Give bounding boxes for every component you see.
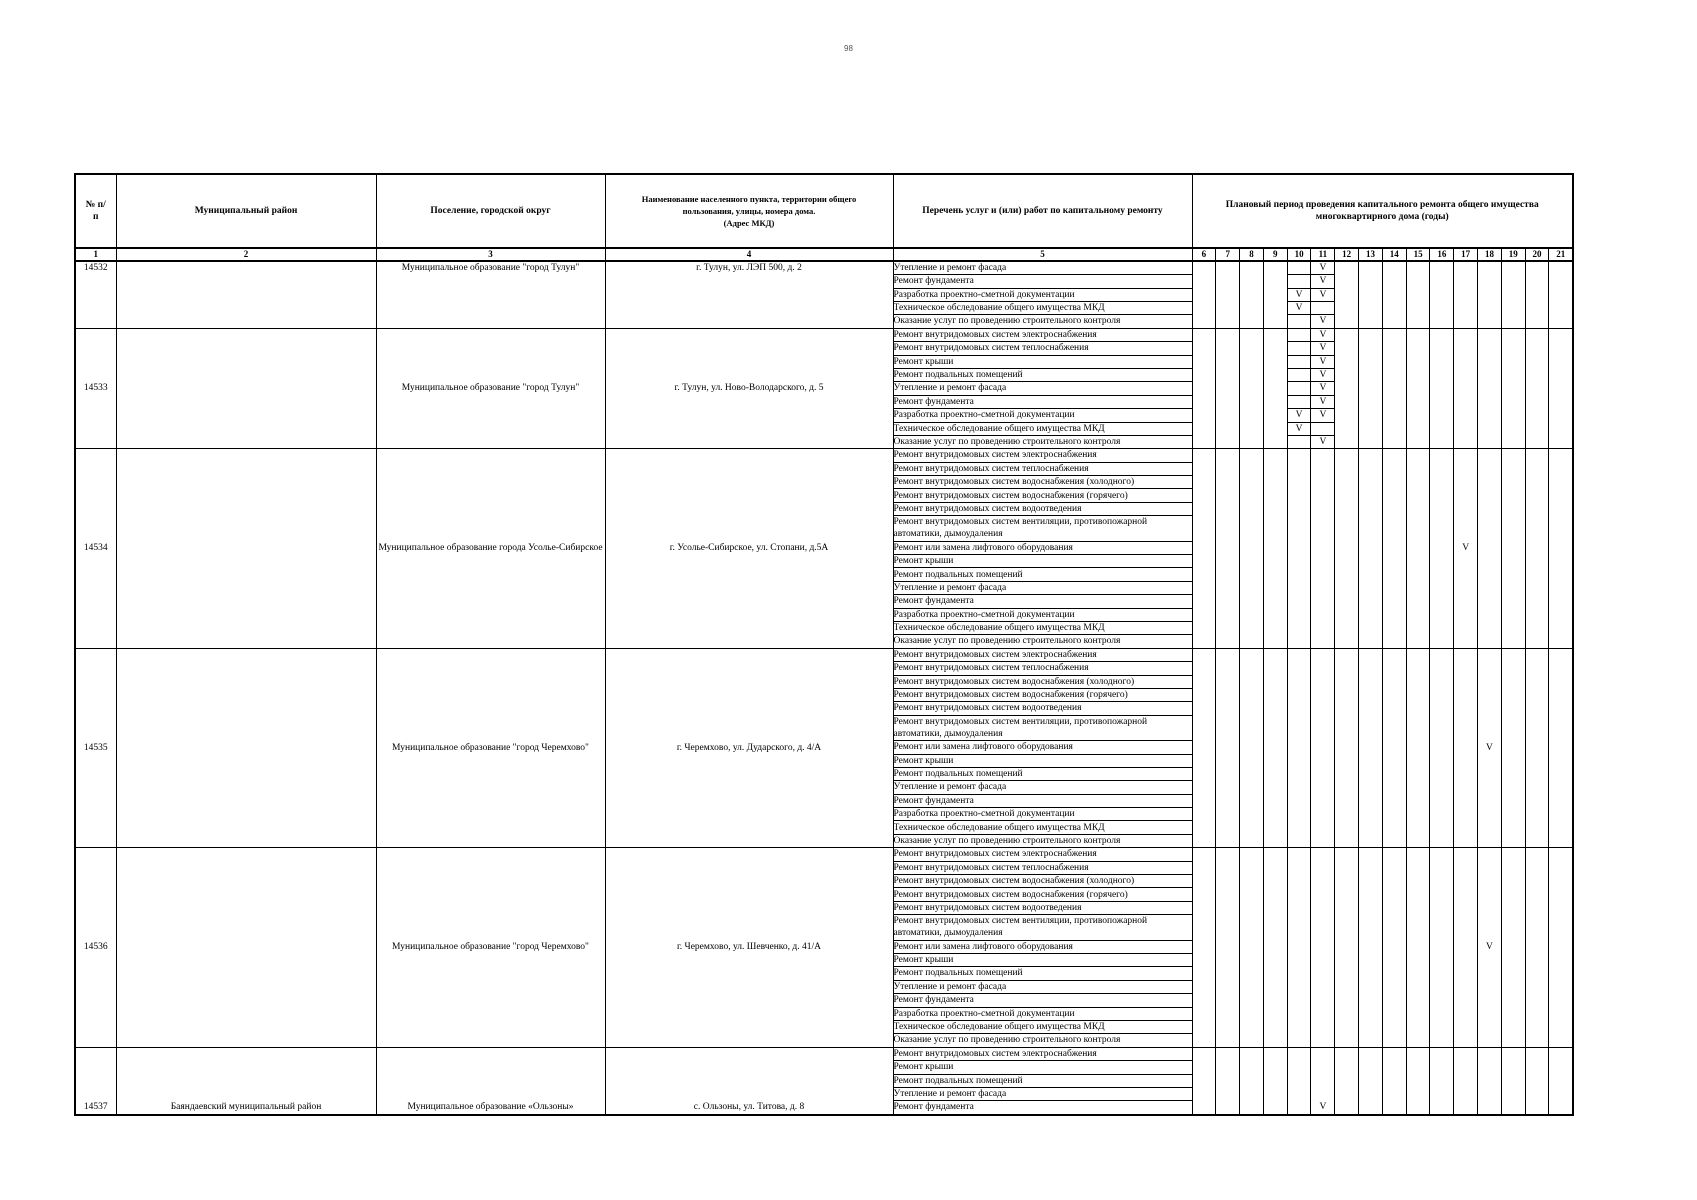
year-cell <box>1216 261 1240 328</box>
page-number: 98 <box>844 44 853 53</box>
record-district: Баяндаевский муниципальный район <box>116 1047 376 1114</box>
work-item: Ремонт фундамента <box>893 1101 1192 1115</box>
year-mark: V <box>1311 435 1335 448</box>
header-years: Плановый период проведения капитального ремонта общего имущества многоквартирного дома (годы) <box>1192 174 1573 248</box>
table-body <box>75 261 1573 1115</box>
year-mark: V <box>1311 261 1335 275</box>
column-number: 10 <box>1287 248 1311 261</box>
year-cell <box>1287 1047 1311 1114</box>
record-address: г. Тулун, ул. Ново-Володарского, д. 5 <box>605 328 893 449</box>
record-settlement: Муниципальное образование "город Черемхово" <box>376 648 605 847</box>
record-number: 14535 <box>75 648 116 847</box>
year-cell <box>1287 355 1311 368</box>
year-cell <box>1335 848 1359 1047</box>
work-item: Ремонт внутридомовых систем водоснабжения (холодного) <box>893 875 1192 888</box>
work-item: Ремонт или замена лифтового оборудования <box>893 940 1192 953</box>
column-number: 3 <box>376 248 605 261</box>
year-cell <box>1287 261 1311 275</box>
header-settlement: Поселение, городской округ <box>376 174 605 248</box>
record-number: 14536 <box>75 848 116 1047</box>
year-cell <box>1287 342 1311 355</box>
year-cell <box>1549 328 1573 449</box>
record-district <box>116 328 376 449</box>
year-cell <box>1549 1047 1573 1114</box>
work-item: Ремонт внутридомовых систем электроснабжения <box>893 449 1192 462</box>
year-cell <box>1382 1047 1406 1114</box>
column-number: 12 <box>1335 248 1359 261</box>
year-cell <box>1240 261 1264 328</box>
year-cell <box>1406 328 1430 449</box>
table-row <box>75 261 1573 275</box>
column-number: 8 <box>1240 248 1264 261</box>
work-item: Ремонт внутридомовых систем водоснабжения (горячего) <box>893 888 1192 901</box>
year-cell <box>1192 648 1216 847</box>
column-number: 1 <box>75 248 116 261</box>
column-number: 20 <box>1525 248 1549 261</box>
work-item: Техническое обследование общего имущества МКД <box>893 621 1192 634</box>
work-item: Техническое обследование общего имущества МКД <box>893 422 1192 435</box>
header-works: Перечень услуг и (или) работ по капитальному ремонту <box>893 174 1192 248</box>
column-number: 21 <box>1549 248 1573 261</box>
year-cell <box>1501 1047 1525 1114</box>
year-cell <box>1430 1047 1454 1114</box>
year-cell <box>1216 648 1240 847</box>
year-cell <box>1525 648 1549 847</box>
year-cell <box>1263 848 1287 1047</box>
work-item: Ремонт внутридомовых систем водоснабжения (холодного) <box>893 675 1192 688</box>
year-cell <box>1549 449 1573 648</box>
year-cell <box>1192 449 1216 648</box>
work-item: Ремонт внутридомовых систем водоотведения <box>893 901 1192 914</box>
year-cell <box>1359 261 1383 328</box>
column-number: 17 <box>1454 248 1478 261</box>
year-cell <box>1454 1047 1478 1114</box>
column-number: 15 <box>1406 248 1430 261</box>
header-row <box>75 174 1573 248</box>
work-item: Ремонт внутридомовых систем электроснабжения <box>893 328 1192 341</box>
work-item: Ремонт подвальных помещений <box>893 1074 1192 1087</box>
year-cell <box>1263 449 1287 648</box>
column-number: 18 <box>1478 248 1502 261</box>
work-item: Ремонт внутридомовых систем теплоснабжения <box>893 462 1192 475</box>
work-item: Ремонт подвальных помещений <box>893 368 1192 381</box>
year-cell <box>1406 449 1430 648</box>
year-cell <box>1192 848 1216 1047</box>
year-cell <box>1430 648 1454 847</box>
record-settlement: Муниципальное образование "город Тулун" <box>376 328 605 449</box>
work-item: Оказание услуг по проведению строительного контроля <box>893 1034 1192 1047</box>
year-cell <box>1287 449 1311 648</box>
work-item: Ремонт подвальных помещений <box>893 568 1192 581</box>
work-item: Ремонт крыши <box>893 1061 1192 1074</box>
year-cell <box>1382 261 1406 328</box>
record-number: 14537 <box>75 1047 116 1114</box>
year-cell <box>1287 315 1311 328</box>
year-cell <box>1549 261 1573 328</box>
table-row <box>75 648 1573 661</box>
column-number: 9 <box>1263 248 1287 261</box>
year-cell <box>1501 848 1525 1047</box>
year-mark: V <box>1311 342 1335 355</box>
year-cell <box>1454 328 1478 449</box>
record-district <box>116 449 376 648</box>
work-item: Ремонт подвальных помещений <box>893 767 1192 780</box>
year-mark: V <box>1311 395 1335 408</box>
work-item: Ремонт внутридомовых систем вентиляции, противопожарной автоматики, дымоудаления <box>893 915 1192 940</box>
work-item: Техническое обследование общего имущества МКД <box>893 1020 1192 1033</box>
work-item: Разработка проектно-сметной документации <box>893 608 1192 621</box>
year-cell <box>1192 328 1216 449</box>
work-item: Ремонт внутридомовых систем вентиляции, противопожарной автоматики, дымоудаления <box>893 715 1192 740</box>
column-number: 7 <box>1216 248 1240 261</box>
record-district <box>116 261 376 328</box>
year-cell <box>1240 449 1264 648</box>
year-mark: V <box>1454 449 1478 648</box>
header-number: № п/п <box>75 174 116 248</box>
work-item: Ремонт внутридомовых систем теплоснабжения <box>893 662 1192 675</box>
work-item: Техническое обследование общего имущества МКД <box>893 301 1192 314</box>
year-mark: V <box>1287 422 1311 435</box>
year-mark: V <box>1478 648 1502 847</box>
year-cell <box>1287 848 1311 1047</box>
column-number: 4 <box>605 248 893 261</box>
year-mark: V <box>1287 409 1311 422</box>
work-item: Ремонт внутридомовых систем водоснабжения (горячего) <box>893 688 1192 701</box>
year-cell <box>1382 449 1406 648</box>
year-cell <box>1478 261 1502 328</box>
column-number: 6 <box>1192 248 1216 261</box>
year-cell <box>1240 848 1264 1047</box>
year-cell <box>1287 395 1311 408</box>
record-settlement: Муниципальное образование "город Тулун" <box>376 261 605 328</box>
year-cell <box>1311 422 1335 435</box>
year-mark: V <box>1311 288 1335 301</box>
work-item: Утепление и ремонт фасада <box>893 1087 1192 1100</box>
year-mark: V <box>1311 315 1335 328</box>
work-item: Утепление и ремонт фасада <box>893 581 1192 594</box>
year-cell <box>1478 1047 1502 1114</box>
capital-repair-table <box>74 173 1574 1116</box>
year-cell <box>1454 648 1478 847</box>
table-row <box>75 1047 1573 1060</box>
work-item: Ремонт или замена лифтового оборудования <box>893 541 1192 554</box>
work-item: Ремонт подвальных помещений <box>893 967 1192 980</box>
work-item: Оказание услуг по проведению строительного контроля <box>893 315 1192 328</box>
record-settlement: Муниципальное образование «Ользоны» <box>376 1047 605 1114</box>
work-item: Ремонт внутридомовых систем водоотведения <box>893 702 1192 715</box>
year-cell <box>1382 648 1406 847</box>
record-address: г. Черемхово, ул. Дударского, д. 4/А <box>605 648 893 847</box>
year-cell <box>1335 1047 1359 1114</box>
year-cell <box>1192 261 1216 328</box>
work-item: Утепление и ремонт фасада <box>893 382 1192 395</box>
year-mark: V <box>1311 368 1335 381</box>
work-item: Разработка проектно-сметной документации <box>893 1007 1192 1020</box>
year-cell <box>1501 328 1525 449</box>
year-mark: V <box>1311 275 1335 288</box>
year-cell <box>1335 449 1359 648</box>
work-item: Ремонт крыши <box>893 555 1192 568</box>
year-cell <box>1335 648 1359 847</box>
year-cell <box>1430 449 1454 648</box>
year-cell <box>1263 328 1287 449</box>
record-district <box>116 648 376 847</box>
year-cell <box>1525 449 1549 648</box>
year-cell <box>1192 1047 1216 1114</box>
year-cell <box>1263 648 1287 847</box>
year-cell <box>1216 449 1240 648</box>
year-cell <box>1430 848 1454 1047</box>
record-number: 14532 <box>75 261 116 328</box>
year-cell <box>1406 1047 1430 1114</box>
work-item: Техническое обследование общего имущества МКД <box>893 821 1192 834</box>
year-cell <box>1240 648 1264 847</box>
year-cell <box>1287 275 1311 288</box>
work-item: Ремонт фундамента <box>893 275 1192 288</box>
year-cell <box>1359 1047 1383 1114</box>
column-number: 5 <box>893 248 1192 261</box>
year-cell <box>1525 848 1549 1047</box>
year-cell <box>1478 328 1502 449</box>
header-address: Наименование населенного пункта, территории общего пользования, улицы, номера дома. (Адрес МКД) <box>605 174 893 248</box>
year-cell <box>1382 848 1406 1047</box>
year-cell <box>1240 328 1264 449</box>
table-row <box>75 449 1573 462</box>
work-item: Ремонт крыши <box>893 954 1192 967</box>
year-cell <box>1287 382 1311 395</box>
work-item: Разработка проектно-сметной документации <box>893 409 1192 422</box>
work-item: Ремонт внутридомовых систем теплоснабжения <box>893 342 1192 355</box>
year-cell <box>1311 648 1335 847</box>
year-mark: V <box>1287 288 1311 301</box>
year-cell <box>1359 328 1383 449</box>
record-settlement: Муниципальное образование "город Черемхово" <box>376 848 605 1047</box>
year-cell <box>1335 328 1359 449</box>
record-address: с. Ользоны, ул. Титова, д. 8 <box>605 1047 893 1114</box>
column-number: 13 <box>1359 248 1383 261</box>
work-item: Ремонт внутридомовых систем теплоснабжения <box>893 861 1192 874</box>
column-number: 2 <box>116 248 376 261</box>
work-item: Ремонт фундамента <box>893 595 1192 608</box>
year-mark: V <box>1287 301 1311 314</box>
year-cell <box>1335 261 1359 328</box>
year-cell <box>1216 328 1240 449</box>
year-cell <box>1287 648 1311 847</box>
year-cell <box>1216 848 1240 1047</box>
year-cell <box>1501 449 1525 648</box>
year-mark: V <box>1478 848 1502 1047</box>
column-number: 19 <box>1501 248 1525 261</box>
work-item: Ремонт внутридомовых систем водоснабжения (горячего) <box>893 489 1192 502</box>
year-cell <box>1501 648 1525 847</box>
work-item: Ремонт фундамента <box>893 994 1192 1007</box>
year-cell <box>1501 261 1525 328</box>
year-cell <box>1359 449 1383 648</box>
work-item: Утепление и ремонт фасада <box>893 980 1192 993</box>
year-mark: V <box>1311 328 1335 341</box>
work-item: Ремонт фундамента <box>893 395 1192 408</box>
year-cell <box>1454 261 1478 328</box>
year-cell <box>1287 328 1311 341</box>
year-cell <box>1525 1047 1549 1114</box>
work-item: Ремонт внутридомовых систем электроснабжения <box>893 1047 1192 1060</box>
work-item: Утепление и ремонт фасада <box>893 261 1192 275</box>
work-item: Утепление и ремонт фасада <box>893 781 1192 794</box>
year-cell <box>1382 328 1406 449</box>
header-district: Муниципальный район <box>116 174 376 248</box>
year-cell <box>1430 328 1454 449</box>
year-cell <box>1525 328 1549 449</box>
year-mark: V <box>1311 1047 1335 1114</box>
column-number: 16 <box>1430 248 1454 261</box>
column-number: 11 <box>1311 248 1335 261</box>
work-item: Разработка проектно-сметной документации <box>893 808 1192 821</box>
year-cell <box>1406 261 1430 328</box>
work-item: Ремонт внутридомовых систем водоснабжения (холодного) <box>893 476 1192 489</box>
work-item: Ремонт внутридомовых систем водоотведения <box>893 502 1192 515</box>
year-mark: V <box>1311 409 1335 422</box>
year-cell <box>1287 435 1311 448</box>
year-cell <box>1525 261 1549 328</box>
year-cell <box>1287 368 1311 381</box>
table-row <box>75 848 1573 861</box>
year-cell <box>1549 648 1573 847</box>
year-cell <box>1359 648 1383 847</box>
column-number-row <box>75 248 1573 261</box>
record-settlement: Муниципальное образование города Усолье-Сибирское <box>376 449 605 648</box>
record-address: г. Тулун, ул. ЛЭП 500, д. 2 <box>605 261 893 328</box>
work-item: Ремонт крыши <box>893 754 1192 767</box>
year-cell <box>1263 261 1287 328</box>
work-item: Оказание услуг по проведению строительного контроля <box>893 635 1192 648</box>
year-cell <box>1406 848 1430 1047</box>
record-number: 14533 <box>75 328 116 449</box>
work-item: Ремонт фундамента <box>893 794 1192 807</box>
year-cell <box>1216 1047 1240 1114</box>
work-item: Ремонт крыши <box>893 355 1192 368</box>
year-cell <box>1311 449 1335 648</box>
work-item: Ремонт или замена лифтового оборудования <box>893 741 1192 754</box>
year-cell <box>1454 848 1478 1047</box>
year-mark: V <box>1311 355 1335 368</box>
record-number: 14534 <box>75 449 116 648</box>
work-item: Ремонт внутридомовых систем вентиляции, противопожарной автоматики, дымоудаления <box>893 516 1192 541</box>
year-cell <box>1311 301 1335 314</box>
year-cell <box>1430 261 1454 328</box>
column-number: 14 <box>1382 248 1406 261</box>
work-item: Ремонт внутридомовых систем электроснабжения <box>893 648 1192 661</box>
work-item: Оказание услуг по проведению строительного контроля <box>893 834 1192 847</box>
work-item: Разработка проектно-сметной документации <box>893 288 1192 301</box>
work-item: Оказание услуг по проведению строительного контроля <box>893 435 1192 448</box>
record-district <box>116 848 376 1047</box>
year-cell <box>1263 1047 1287 1114</box>
year-cell <box>1478 449 1502 648</box>
record-address: г. Черемхово, ул. Шевченко, д. 41/А <box>605 848 893 1047</box>
year-cell <box>1311 848 1335 1047</box>
year-cell <box>1240 1047 1264 1114</box>
table-row <box>75 328 1573 341</box>
year-cell <box>1406 648 1430 847</box>
record-address: г. Усолье-Сибирское, ул. Стопани, д.5А <box>605 449 893 648</box>
year-cell <box>1359 848 1383 1047</box>
work-item: Ремонт внутридомовых систем электроснабжения <box>893 848 1192 861</box>
year-mark: V <box>1311 382 1335 395</box>
year-cell <box>1549 848 1573 1047</box>
